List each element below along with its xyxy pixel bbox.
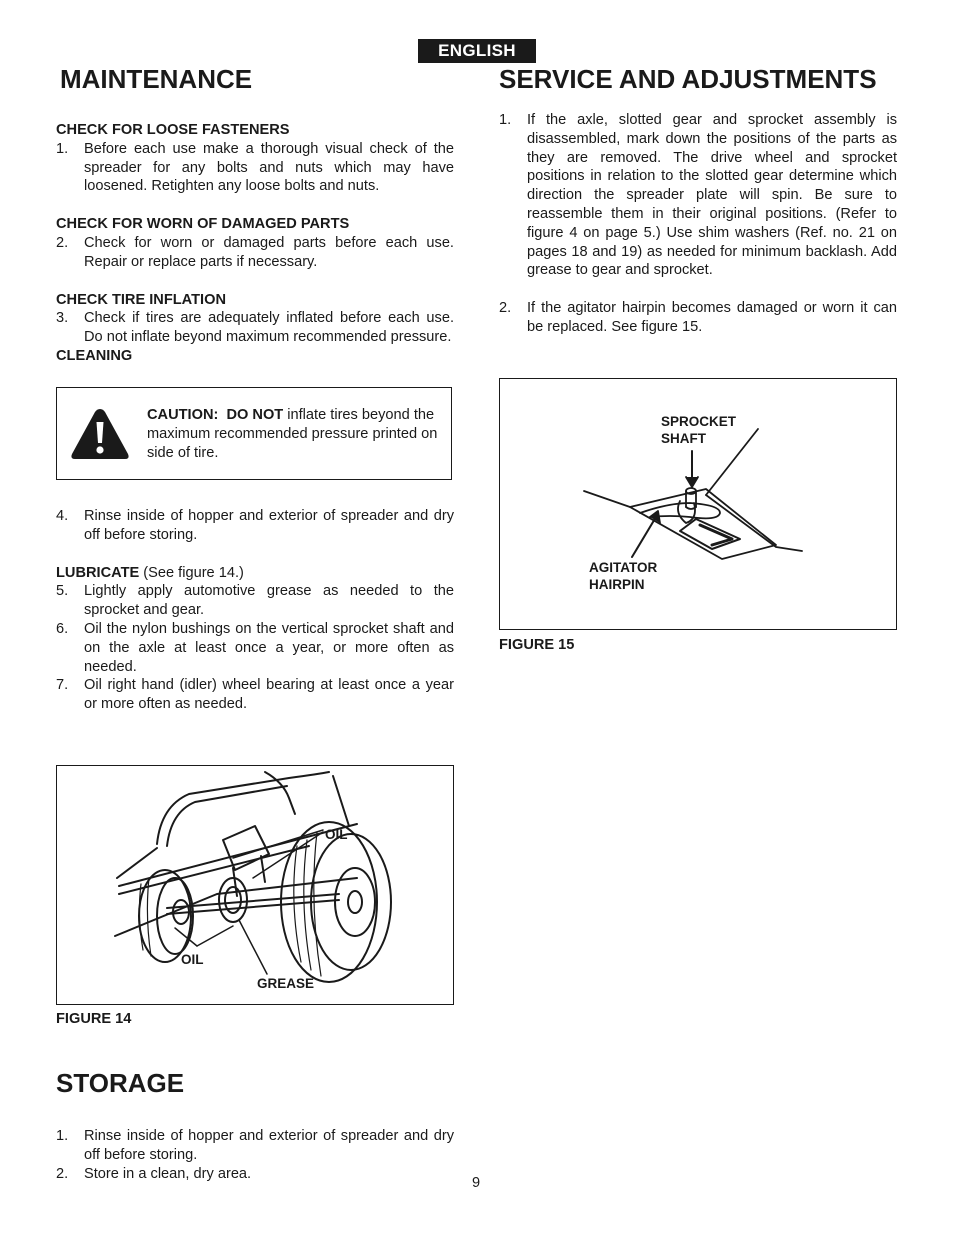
- maintenance-care: [56, 507, 454, 714]
- grease-callout: GREASE: [257, 976, 315, 991]
- item-text: Lightly apply automotive grease as needed to the sprocket and gear.: [84, 583, 454, 619]
- page-number: 9: [472, 1175, 481, 1191]
- service-title: SERVICE AND ADJUSTMENTS: [499, 64, 877, 94]
- cleaning-heading: CLEANING: [56, 347, 133, 364]
- worn-parts-heading: CHECK FOR WORN OF DAMAGED PARTS: [56, 216, 350, 233]
- tire-inflation-heading: CHECK TIRE INFLATION: [56, 291, 226, 308]
- item-number: 6.: [56, 620, 69, 637]
- caution-emphasis: DO NOT: [226, 407, 284, 423]
- item-text: If the axle, slotted gear and sprocket assembly is disassembled, mark down the positions of the parts as they are removed. The drive wheel and sprocket positions in relation to the slotted gear determine which direction the spreader plate will spin. Be sure to reassemble them in their original positions. (Refer to figure 4 on page 5.) Use shim washers (Ref. no. 21 on pages 18 and 19) as needed for minimum backlash. Add grease to gear and sprocket.: [527, 112, 897, 279]
- agitator-label: AGITATOR: [589, 560, 658, 575]
- lubricate-heading: LUBRICATE: [56, 564, 140, 581]
- fasteners-heading: CHECK FOR LOOSE FASTENERS: [56, 122, 290, 138]
- sprocket-label: SPROCKET: [661, 414, 737, 429]
- item-number: 3.: [56, 310, 69, 327]
- list-item: [56, 1165, 454, 1184]
- figure-14-caption: FIGURE 14: [56, 1011, 132, 1027]
- language-tab: ENGLISH: [418, 39, 536, 63]
- oil-callout: OIL: [325, 827, 348, 842]
- list-item: [56, 582, 454, 620]
- item-text: Oil right hand (idler) wheel bearing at least once a year or more often as needed.: [84, 677, 454, 713]
- list-item: [56, 1127, 454, 1165]
- lubricate-note: (See figure 14.): [139, 564, 244, 581]
- oil-callout: OIL: [181, 952, 204, 967]
- item-number: 2.: [56, 1165, 69, 1182]
- caution-text: [147, 406, 443, 462]
- list-item: [499, 299, 897, 337]
- sprocket-shaft-callout: [661, 413, 736, 447]
- lubricate-heading-line: [56, 564, 454, 583]
- item-text: Check for worn or damaged parts before each use. Repair or replace parts if necessary.: [84, 234, 454, 270]
- list-item: [56, 676, 454, 714]
- list-item: [56, 507, 454, 545]
- caution-label: CAUTION:: [147, 407, 219, 423]
- item-number: 1.: [56, 140, 69, 157]
- storage-list: [56, 1127, 454, 1183]
- item-text: Store in a clean, dry area.: [84, 1165, 252, 1182]
- item-number: 2.: [56, 234, 69, 251]
- caution-body: inflate tires beyond the maximum recommended pressure printed on side of tire.: [147, 407, 438, 461]
- item-number: 1.: [499, 112, 512, 128]
- figure-15: [499, 378, 897, 630]
- figure-14: [56, 765, 454, 1005]
- hairpin-label: HAIRPIN: [589, 577, 645, 592]
- item-text: Before each use make a thorough visual check of the spreader for any bolts and nuts which may have loosened. Retighten any loose bolts and nuts.: [84, 140, 454, 195]
- list-item: [56, 309, 454, 347]
- item-number: 7.: [56, 677, 69, 694]
- item-text: Oil the nylon bushings on the vertical sprocket shaft and on the axle at least once a year, or more often as needed.: [84, 620, 454, 675]
- list-item: [56, 620, 454, 676]
- storage-title: STORAGE: [56, 1068, 185, 1098]
- warning-icon: [69, 406, 131, 462]
- agitator-hairpin-callout: [589, 559, 657, 593]
- item-number: 2.: [499, 300, 512, 317]
- item-number: 5.: [56, 583, 69, 600]
- list-item: [56, 140, 454, 196]
- item-text: If the agitator hairpin becomes damaged or worn it can be replaced. See figure 15.: [527, 300, 897, 335]
- item-text: Rinse inside of hopper and exterior of spreader and dry off before storing.: [84, 1128, 454, 1163]
- shaft-label: SHAFT: [661, 431, 706, 446]
- item-number: 1.: [56, 1128, 69, 1144]
- service-list: [499, 111, 897, 337]
- list-item: [56, 234, 454, 272]
- item-text: Rinse inside of hopper and exterior of spreader and dry off before storing.: [84, 508, 454, 543]
- list-item: [499, 111, 897, 280]
- maintenance-title: MAINTENANCE: [60, 64, 253, 94]
- maintenance-checks: [56, 121, 454, 366]
- item-number: 4.: [56, 508, 69, 524]
- caution-box: [56, 387, 452, 480]
- item-text: Check if tires are adequately inflated before each use. Do not inflate beyond maximum recommended pressure.: [84, 310, 454, 346]
- spreader-wheel-illustration: [57, 766, 453, 1004]
- figure-15-caption: FIGURE 15: [499, 637, 575, 653]
